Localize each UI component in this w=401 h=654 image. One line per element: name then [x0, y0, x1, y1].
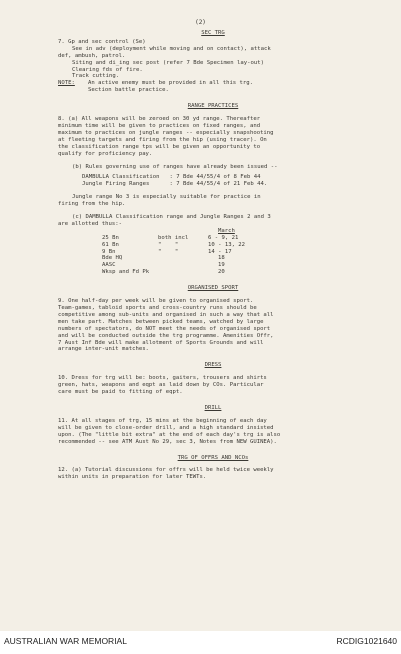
table-row	[102, 262, 278, 269]
note-cell	[158, 269, 208, 276]
para-7-line: Track cutting.	[72, 73, 120, 80]
note-cell: " "	[158, 241, 179, 248]
para-9-line: arrange inter-unit matches.	[58, 346, 149, 353]
section-header-drill: DRILL	[204, 404, 222, 411]
note-line: An active enemy must be provided in all this trg.	[88, 80, 254, 87]
para-12-line: within units in preparation for later TEWTs.	[58, 474, 207, 481]
para-8a-line: minimum time will be given to practices on fixed ranges, and	[58, 122, 261, 129]
para-10-line: care must be paid to fitting of eqpt.	[58, 389, 183, 396]
para-9-line: 7 Aust Inf Bde will make allotment of Sports Grounds and will	[58, 339, 264, 346]
range-line: DAMBULLA Classification : 7 Bde 44/55/4 of 8 Feb 44	[82, 174, 261, 181]
para-9-line: numbers of spectators, do NOT meet the needs of organised sport	[58, 325, 271, 332]
para-7-line: Clearing fds of fire.	[72, 66, 143, 73]
page-number: (2)	[195, 19, 206, 26]
table-header-row	[102, 228, 278, 235]
para-11-line: recommended -- see ATM Aust No 29, sec 3, Notes from NEW GUINEA).	[58, 438, 277, 445]
note-cell	[158, 255, 208, 262]
dates-cell: 10 - 13, 22	[208, 241, 246, 248]
section-header-organised-sport: ORGANISED SPORT	[187, 285, 239, 292]
note-cell: " "	[158, 248, 179, 255]
unit-cell: 9 Bn	[102, 248, 116, 255]
para-7-line: See in adv (deployment while moving and on contact), attack	[72, 45, 271, 52]
note-block	[58, 80, 368, 87]
unit-cell: Wksp and Fd Pk	[102, 269, 150, 276]
para-10-line: green, hats, weapons and eqpt as laid down by COs. Particular	[58, 382, 264, 389]
jungle-note-line: firing from the hip.	[58, 201, 126, 208]
para-9-line: 9. One half-day per week will be given to organised sport.	[58, 298, 254, 305]
archive-name: AUSTRALIAN WAR MEMORIAL	[4, 636, 127, 646]
dates-cell: 19	[218, 262, 225, 269]
para-7-line: def, ambush, patrol.	[58, 52, 126, 59]
table-row	[102, 249, 278, 256]
range-line: Jungle Firing Ranges : 7 Bde 44/55/4 of 21 Feb 44.	[82, 181, 268, 188]
para-8a-line: 8. (a) All weapons will be zeroed on 30 yd range. Thereafter	[58, 116, 261, 123]
para-8a-line: maximum to practices on jungle ranges -- especially snapshooting	[58, 129, 274, 136]
document-body	[58, 30, 368, 481]
table-row	[102, 269, 278, 276]
range-allotment-table	[102, 228, 278, 276]
para-9-line: Team-games, tabloid sports and cross-country runs should be	[58, 305, 257, 311]
dates-cell: 20	[218, 269, 225, 276]
para-8a-line: qualify for proficiency pay.	[58, 150, 153, 157]
para-10-line: 10. Dress for trg will be: boots, gaiters, trousers and shirts	[58, 375, 267, 382]
para-11-line: will be given to close-order drill, and a high standard insisted	[58, 424, 274, 431]
para-7-line: 7. Gp and sec control (Se)	[58, 38, 146, 45]
para-12-line: 12. (a) Tutorial discussions for offrs will be held twice weekly	[58, 467, 274, 474]
section-header-dress: DRESS	[204, 362, 222, 369]
para-11-line: 11. At all stages of trg, 15 mins at the beginning of each day	[58, 417, 267, 424]
table-row	[102, 255, 278, 262]
unit-cell: 61 Bn	[102, 241, 119, 248]
para-8b: (b) Rules governing use of ranges have already been issued --	[72, 163, 278, 170]
unit-cell: 25 Bn	[102, 234, 119, 241]
dates-cell: 6 - 9, 21	[208, 234, 239, 241]
jungle-note-line: Jungle range No 3 is especially suitable for practice in	[72, 194, 261, 201]
note-cell: both incl	[158, 234, 189, 241]
para-8a-line: at fleeting targets and firing from the hip (using tracer). On	[58, 136, 267, 143]
para-11-line: upon. (The "little bit extra" at the end of each day's trg is also	[58, 431, 281, 438]
section-header-sec-trg: SEC TRG	[201, 30, 225, 36]
para-7-line: Siting and di_ing sec post (refer 7 Bde Specimen lay-out)	[72, 59, 264, 66]
dates-cell: 14 - 17	[208, 248, 232, 255]
note-line: Section battle practice.	[88, 87, 169, 94]
dates-cell: 18	[218, 255, 225, 262]
table-row	[102, 235, 278, 242]
para-9-line: and will be conducted outside the trg programme. Amenities Offr,	[58, 332, 274, 339]
month-header: March	[218, 227, 235, 234]
para-8c-line: (c) DAMBULLA Classification range and Jungle Ranges 2 and 3	[72, 214, 271, 221]
note-label: NOTE:	[58, 80, 75, 87]
section-header-range-practices: RANGE PRACTICES	[187, 103, 239, 110]
archive-footer	[0, 631, 401, 654]
table-row	[102, 242, 278, 249]
section-header-trg-offrs: TRG OF OFFRS AND NCOs	[177, 454, 249, 461]
unit-cell: AASC	[102, 262, 116, 269]
archive-record-id: RCDIG1021640	[336, 636, 397, 646]
unit-cell: Bde HQ	[102, 255, 123, 262]
para-9-line: men take part. Matches between picked teams, watched by large	[58, 318, 264, 325]
para-8a-line: the classification range tps will be given an opportunity to	[58, 143, 261, 150]
para-8c-line: are allotted thus:-	[58, 220, 122, 227]
note-cell	[158, 262, 208, 269]
para-9-line: competitive among sub-units and organised in such a way that all	[58, 311, 274, 318]
